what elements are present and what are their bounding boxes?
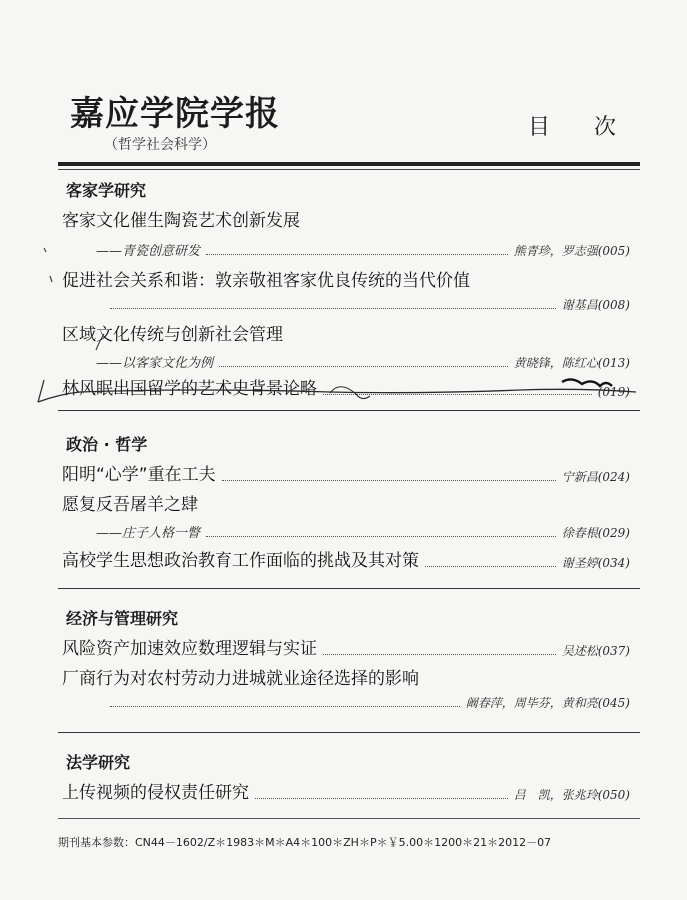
entry-author-page: 熊青珍，罗志强(005) xyxy=(513,244,630,258)
entry-author-page: 阚春萍，周毕芬，黄和亮(045) xyxy=(465,696,630,710)
pen-scribble-over-author xyxy=(562,379,612,386)
section-title-politics-philosophy: 政治 · 哲学 xyxy=(66,435,148,454)
entry-title: 厂商行为对农村劳动力进城就业途径选择的影响 xyxy=(62,669,419,689)
pen-tick xyxy=(44,248,46,252)
toc-heading-char-2: 次 xyxy=(594,115,619,140)
entry-subtitle: ——庄子人格一瞥 xyxy=(96,526,201,541)
entry-author-page: 黄晓锋，陈红心(013) xyxy=(513,356,630,370)
entry-title: 风险资产加速效应数理逻辑与实证 xyxy=(62,639,317,659)
entry-author-page: 吕 凯，张兆玲(050) xyxy=(513,788,630,802)
entry-title: 阳明“心学”重在工夫 xyxy=(62,465,216,485)
pen-stroke-left xyxy=(38,380,44,402)
section-title-economics-management: 经济与管理研究 xyxy=(66,609,179,628)
entry-title: 促进社会关系和谐：敦亲敬祖客家优良传统的当代价值 xyxy=(62,271,470,291)
journal-subtitle: （哲学社会科学） xyxy=(104,137,216,153)
pen-underline xyxy=(38,389,636,402)
journal-parameters: 期刊基本参数：CN44－1602/Z＊1983＊M＊A4＊100＊ZH＊P＊￥5.00＊1200＊21＊2012－07 xyxy=(58,836,552,849)
entry-title: 上传视频的侵权责任研究 xyxy=(62,783,249,803)
entry-author-page: 徐春根(029) xyxy=(561,526,630,540)
entry-author-page: 谢圣婷(034) xyxy=(561,556,630,570)
entry-subtitle: ——青瓷创意研发 xyxy=(96,244,201,259)
pen-tick xyxy=(96,334,104,350)
entry-author-page: 宁新昌(024) xyxy=(561,470,630,484)
section-title-hakka: 客家学研究 xyxy=(66,181,147,200)
entry-title: 区域文化传统与创新社会管理 xyxy=(62,325,283,345)
entry-subtitle: ——以客家文化为例 xyxy=(96,356,214,371)
entry-author-page: 谢基昌(008) xyxy=(561,298,630,312)
entry-title: 愿复反吾屠羊之肆 xyxy=(62,495,198,515)
toc-heading-char-1: 目 xyxy=(528,115,553,140)
entry-title: 客家文化催生陶瓷艺术创新发展 xyxy=(62,211,300,231)
section-title-law: 法学研究 xyxy=(66,753,131,772)
entry-author-page: (019) xyxy=(597,385,630,399)
pen-tick xyxy=(50,276,52,282)
journal-title: 嘉应学院学报 xyxy=(70,94,280,134)
entry-title: 林风眠出国留学的艺术史背景论略 xyxy=(62,379,317,399)
entry-author-page: 吴述松(037) xyxy=(561,644,630,658)
entry-title: 高校学生思想政治教育工作面临的挑战及其对策 xyxy=(62,551,419,571)
